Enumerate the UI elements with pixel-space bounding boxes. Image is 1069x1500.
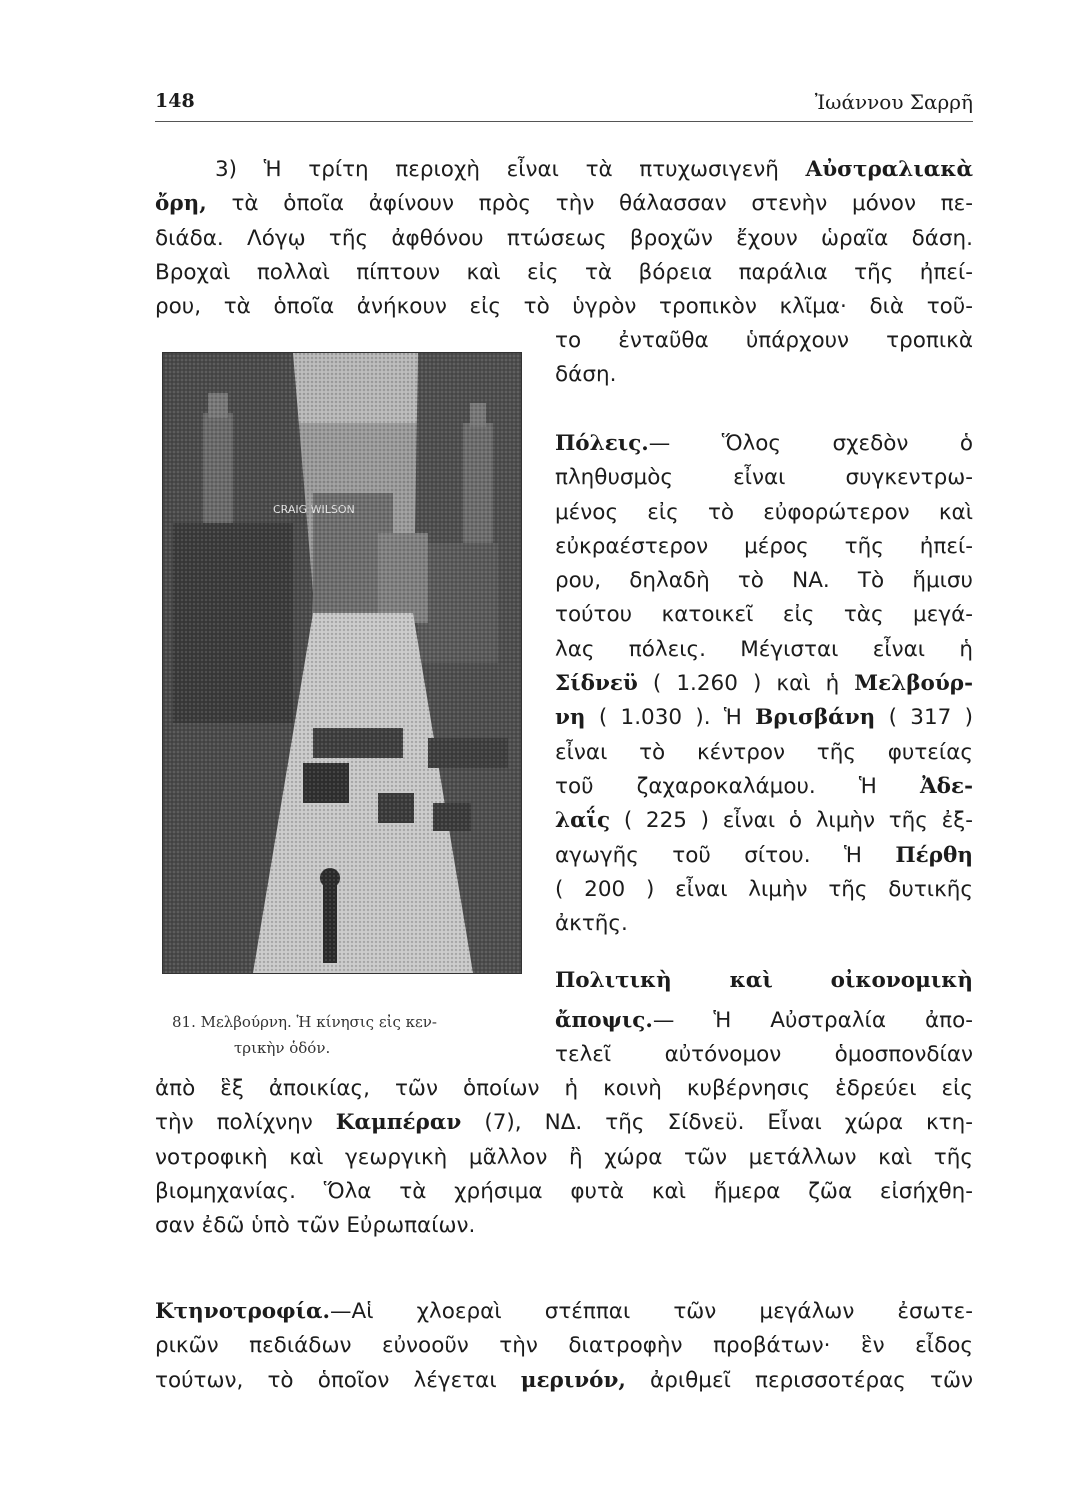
paragraph-regions-continued — [555, 324, 973, 393]
text-line — [555, 1038, 973, 1072]
text-span: (7), ΝΔ. τῆς Σίδνεϋ. Εἶναι χώρα κτη- — [461, 1110, 974, 1136]
bold-term: Πόλεις. — [555, 431, 649, 456]
text-span: τὰ ὁποῖα ἀφίνουν πρὸς τὴν θάλασσαν στενὴν μόνον πε- — [206, 191, 973, 217]
text-line — [155, 256, 973, 290]
running-head: Ἰωάννου Σαρρῆ — [814, 90, 973, 114]
text-line — [555, 804, 973, 838]
bold-term: ἄποψις. — [555, 1008, 653, 1033]
text-line — [555, 770, 973, 804]
text-line — [155, 1141, 973, 1175]
text-line — [155, 1072, 973, 1106]
text-line — [555, 667, 973, 701]
text-span: τούτων, τὸ ὁποῖον λέγεται — [155, 1367, 521, 1393]
text-span: εἶναι τὸ κέντρον τῆς φυτείας — [555, 739, 973, 765]
text-line — [555, 496, 973, 530]
text-line — [155, 290, 973, 324]
text-span: δάση. — [555, 362, 617, 388]
politics-right-column — [555, 1004, 973, 1073]
caption-line-1: 81. Μελβούρνη. Ἡ κίνησις εἰς κεν- — [172, 1013, 437, 1031]
text-line — [155, 1106, 973, 1140]
text-line — [555, 1004, 973, 1038]
melbourne-street-illustration — [163, 353, 521, 973]
text-span: ἀπὸ ἓξ ἀποικίας, τῶν ὁποίων ἡ κοινὴ κυβέρνησις ἑδρεύει εἰς — [155, 1076, 973, 1101]
livestock-paragraph — [155, 1295, 973, 1398]
photo-caption — [172, 1009, 544, 1061]
text-line — [555, 839, 973, 873]
paragraph-regions — [155, 153, 973, 324]
text-span: πληθυσμὸς εἶναι συγκεντρω- — [555, 465, 973, 491]
cities-paragraph — [555, 427, 973, 941]
text-span: ρου, δηλαδὴ τὸ ΝΑ. Τὸ ἥμισυ — [555, 568, 973, 594]
text-line — [555, 873, 973, 907]
street-photo — [162, 352, 522, 974]
text-span: — Ὅλος σχεδὸν ὁ — [648, 431, 973, 456]
text-line — [155, 1364, 973, 1398]
text-span: ( 1.030 ). Ἡ — [585, 705, 756, 731]
text-line — [555, 598, 973, 632]
politics-heading-line — [555, 964, 973, 998]
bold-term: Πέρθη — [895, 842, 973, 868]
text-span: νοτροφικὴ καὶ γεωργικὴ μᾶλλον ἢ χώρα τῶν μετάλλων καὶ τῆς — [155, 1144, 973, 1170]
page-header — [155, 86, 973, 120]
text-span: τοῦ ζαχαροκαλάμου. Ἡ — [555, 773, 920, 799]
bold-term: λαΐς — [555, 808, 611, 834]
text-span: τελεῖ αὐτόνομον ὁμοσπονδίαν — [555, 1042, 973, 1068]
text-span: 3) Ἡ τρίτη περιοχὴ εἶναι τὰ πτυχωσιγενῆ — [215, 157, 806, 182]
text-span: τὴν πολίχνην — [155, 1110, 336, 1136]
text-span: ( 317 ) — [875, 705, 973, 731]
bold-term: Ἀδε- — [919, 773, 973, 799]
text-span: μένος εἰς τὸ εὐφορώτερον καὶ — [555, 499, 973, 525]
text-span: το ἐνταῦθα ὑπάρχουν τροπικὰ — [555, 328, 973, 353]
bold-term: Μελβούρ- — [854, 671, 973, 697]
text-span: ἀκτῆς. — [555, 911, 628, 937]
bold-term: Αὐστραλιακὰ — [805, 157, 973, 182]
bold-term: Καμπέραν — [335, 1110, 462, 1136]
text-line — [555, 701, 973, 735]
bold-term: μερινόν, — [520, 1367, 626, 1393]
text-line — [155, 222, 973, 256]
bold-term: Βρισβάνη — [755, 705, 876, 731]
text-span: σαν ἐδῶ ὑπὸ τῶν Εὐρωπαίων. — [155, 1213, 476, 1239]
text-line — [555, 907, 973, 941]
text-line — [155, 1295, 973, 1329]
text-line — [555, 427, 973, 461]
politics-heading: Πολιτικὴ καὶ οἰκονομικὴ — [555, 968, 973, 993]
text-line — [555, 461, 973, 495]
text-line — [555, 324, 973, 358]
text-span: ( 225 ) εἶναι ὁ λιμὴν τῆς ἐξ- — [610, 808, 973, 834]
bold-term: Κτηνοτροφία. — [155, 1299, 331, 1324]
text-span: διάδα. Λόγῳ τῆς ἀφθόνου πτώσεως βροχῶν ἔχουν ὡραῖα δάση. — [155, 225, 973, 251]
text-span: ρικῶν πεδιάδων εὐνοοῦν τὴν διατροφὴν προβάτων· ἓν εἶδος — [155, 1333, 973, 1359]
text-line — [155, 1175, 973, 1209]
text-span: ( 200 ) εἶναι λιμὴν τῆς δυτικῆς — [555, 876, 973, 902]
text-span: βιομηχανίας. Ὅλα τὰ χρήσιμα φυτὰ καὶ ἥμερα ζῶα εἰσήχθη- — [155, 1178, 973, 1204]
text-line — [155, 153, 973, 187]
text-span: ρου, τὰ ὁποῖα ἀνήκουν εἰς τὸ ὑγρὸν τροπικὸν κλῖμα· διὰ τοῦ- — [155, 294, 973, 320]
text-span: — Ἡ Αὐστραλία ἀπο- — [652, 1008, 973, 1033]
text-span: —Αἱ χλοεραὶ στέππαι τῶν μεγάλων ἐσωτε- — [330, 1299, 973, 1324]
text-line — [555, 736, 973, 770]
text-line — [555, 358, 973, 392]
politics-paragraph — [155, 1072, 973, 1243]
text-span: λας πόλεις. Μέγισται εἶναι ἡ — [555, 636, 973, 662]
text-span: Βροχαὶ πολλαὶ πίπτουν καὶ εἰς τὰ βόρεια παράλια τῆς ἠπεί- — [155, 259, 973, 285]
text-line — [555, 564, 973, 598]
bold-term: Σίδνεϋ — [555, 671, 638, 697]
text-line — [555, 633, 973, 667]
text-span: αγωγῆς τοῦ σίτου. Ἡ — [555, 842, 896, 868]
text-span: ἀριθμεῖ περισσοτέρας τῶν — [625, 1367, 974, 1393]
bold-term: νη — [555, 705, 586, 731]
header-rule — [155, 121, 973, 122]
text-span: ( 1.260 ) καὶ ἡ — [637, 671, 855, 697]
text-span: τούτου κατοικεῖ εἰς τὰς μεγά- — [555, 602, 973, 628]
text-line — [555, 530, 973, 564]
page-number: 148 — [155, 90, 195, 112]
text-line — [155, 1329, 973, 1363]
text-line — [155, 187, 973, 221]
caption-line-2: τρικὴν ὁδόν. — [234, 1039, 331, 1057]
bold-term: ὄρη, — [155, 191, 207, 217]
text-span: εὐκραέστερον μέρος τῆς ἠπεί- — [555, 533, 973, 559]
text-line — [155, 1209, 973, 1243]
